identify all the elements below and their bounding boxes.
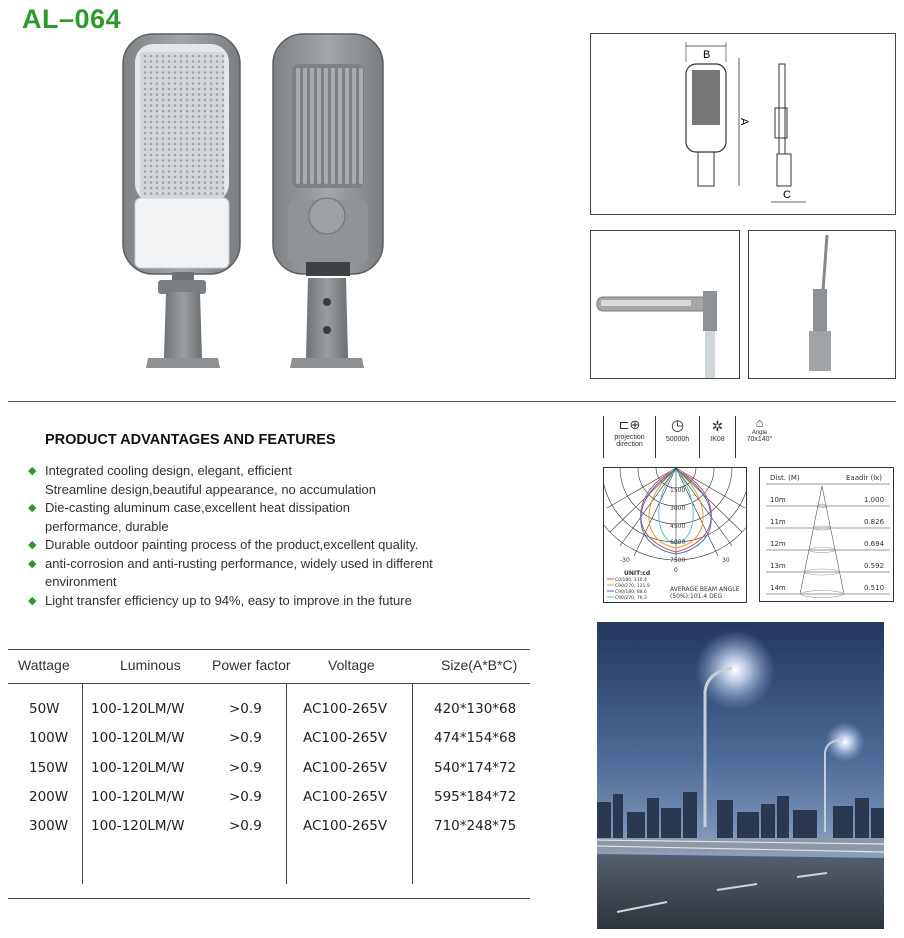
table-cell: 300W [29, 818, 69, 834]
table-cell: 200W [29, 789, 69, 805]
svg-text:-30: -30 [620, 557, 630, 564]
side-view-horizontal [590, 230, 740, 379]
list-item: ◆ Durable outdoor painting process of the product,excellent quality. [28, 536, 468, 555]
table-header-rule [8, 683, 530, 684]
svg-text:3000: 3000 [670, 505, 686, 512]
table-cell: 100-120LM/W [91, 789, 185, 805]
table-cell: AC100-265V [303, 789, 388, 805]
diamond-bullet-icon: ◆ [28, 502, 37, 514]
svg-text:30: 30 [722, 557, 730, 564]
col-header-power-factor: Power factor [212, 657, 291, 673]
table-cell: AC100-265V [303, 730, 388, 746]
svg-text:C90/270, 76.3: C90/270, 76.3 [615, 596, 647, 601]
svg-text:Eaadir (lx): Eaadir (lx) [846, 474, 883, 482]
ik-rating: ✲ IK08 [699, 416, 735, 458]
table-cell: 100-120LM/W [91, 760, 185, 776]
col-header-wattage: Wattage [18, 657, 70, 673]
table-cell: 100-120LM/W [91, 730, 185, 746]
svg-text:1500: 1500 [670, 487, 686, 494]
svg-text:B: B [703, 49, 711, 61]
svg-text:0.592: 0.592 [864, 562, 885, 570]
col-header-luminous: Luminous [120, 657, 181, 673]
lifespan: ◷ 50000h [655, 416, 699, 458]
diamond-bullet-icon: ◆ [28, 539, 37, 551]
spec-icons-row [603, 416, 787, 458]
table-cell: 595*184*72 [434, 789, 517, 805]
list-item: ◆ Light transfer efficiency up to 94%, easy to improve in the future [28, 592, 468, 611]
table-cell: 710*248*75 [434, 818, 517, 834]
list-item: ◆ Integrated cooling design, elegant, efficient Streamline design,beautiful appearance, no accumulation [28, 462, 468, 499]
projection-direction-icon: ⊏⊕ [618, 417, 641, 432]
table-cell: 100W [29, 730, 69, 746]
table-cell: 474*154*68 [434, 730, 517, 746]
column-divider [82, 684, 83, 884]
svg-text:0: 0 [674, 567, 678, 574]
table-cell: 420*130*68 [434, 701, 517, 717]
street-scene-photo [597, 622, 884, 929]
svg-text:0.510: 0.510 [864, 584, 885, 592]
illuminance-table [759, 467, 894, 602]
svg-text:A: A [738, 118, 750, 126]
svg-text:6000: 6000 [670, 539, 686, 546]
col-header-size: Size(A*B*C) [441, 657, 518, 673]
svg-text:C90/180, 88.6: C90/180, 88.6 [615, 590, 647, 595]
dimension-diagram [590, 33, 896, 215]
table-cell: >0.9 [229, 701, 262, 717]
table-cell: >0.9 [229, 789, 262, 805]
diamond-bullet-icon: ◆ [28, 594, 37, 607]
clock-icon: ◷ [670, 417, 685, 434]
column-divider [286, 684, 287, 884]
side-view-vertical [748, 230, 896, 379]
table-bottom-rule [8, 898, 530, 899]
svg-text:7500: 7500 [670, 557, 686, 564]
diamond-bullet-icon: ◆ [28, 465, 37, 477]
polar-distribution-chart [603, 467, 747, 603]
model-title: AL–064 [22, 4, 122, 34]
column-divider [412, 684, 413, 884]
table-cell: AC100-265V [303, 760, 388, 776]
table-cell: 50W [29, 701, 60, 717]
col-header-voltage: Voltage [328, 657, 375, 673]
table-top-rule [8, 649, 530, 650]
beam-angle-icon: ⌂ [755, 415, 764, 430]
features-list [28, 462, 468, 610]
list-item: ◆ Die-casting aluminum case,excellent heat dissipation performance, durable [28, 499, 468, 536]
features-heading: PRODUCT ADVANTAGES AND FEATURES [45, 432, 336, 448]
svg-text:AVERAGE BEAM ANGLE: AVERAGE BEAM ANGLE [670, 586, 740, 593]
svg-text:14m: 14m [770, 584, 786, 592]
svg-text:11m: 11m [770, 518, 786, 526]
table-cell: >0.9 [229, 818, 262, 834]
table-cell: AC100-265V [303, 818, 388, 834]
svg-text:C0/180, 110.4: C0/180, 110.4 [615, 578, 647, 583]
svg-text:0.694: 0.694 [864, 540, 885, 548]
projection-direction: ⊏⊕ projection direction [603, 416, 655, 458]
svg-text:(50%):101.4 DEG: (50%):101.4 DEG [670, 593, 723, 600]
table-cell: >0.9 [229, 730, 262, 746]
beam-angle: ⌂ Angle 70x140° [735, 416, 783, 458]
svg-text:UNIT:cd: UNIT:cd [624, 570, 651, 577]
svg-text:13m: 13m [770, 562, 786, 570]
diamond-bullet-icon: ◆ [28, 557, 37, 570]
svg-text:0.826: 0.826 [864, 518, 885, 526]
product-back-view [270, 30, 390, 375]
svg-text:4500: 4500 [670, 523, 686, 530]
svg-text:1.000: 1.000 [864, 496, 885, 504]
product-front-view [120, 30, 250, 375]
section-divider [8, 401, 896, 402]
svg-text:12m: 12m [770, 540, 786, 548]
table-cell: >0.9 [229, 760, 262, 776]
table-cell: 150W [29, 760, 69, 776]
table-cell: AC100-265V [303, 701, 388, 717]
table-cell: 100-120LM/W [91, 818, 185, 834]
list-item: ◆ anti-corrosion and anti-rusting performance, widely used in different environment [28, 555, 468, 592]
svg-text:C: C [783, 189, 791, 201]
impact-icon: ✲ [711, 418, 724, 434]
svg-text:10m: 10m [770, 496, 786, 504]
table-cell: 100-120LM/W [91, 701, 185, 717]
table-cell: 540*174*72 [434, 760, 517, 776]
svg-text:Dist. (M): Dist. (M) [770, 474, 800, 482]
svg-text:C90/270, 121.9: C90/270, 121.9 [615, 584, 650, 589]
